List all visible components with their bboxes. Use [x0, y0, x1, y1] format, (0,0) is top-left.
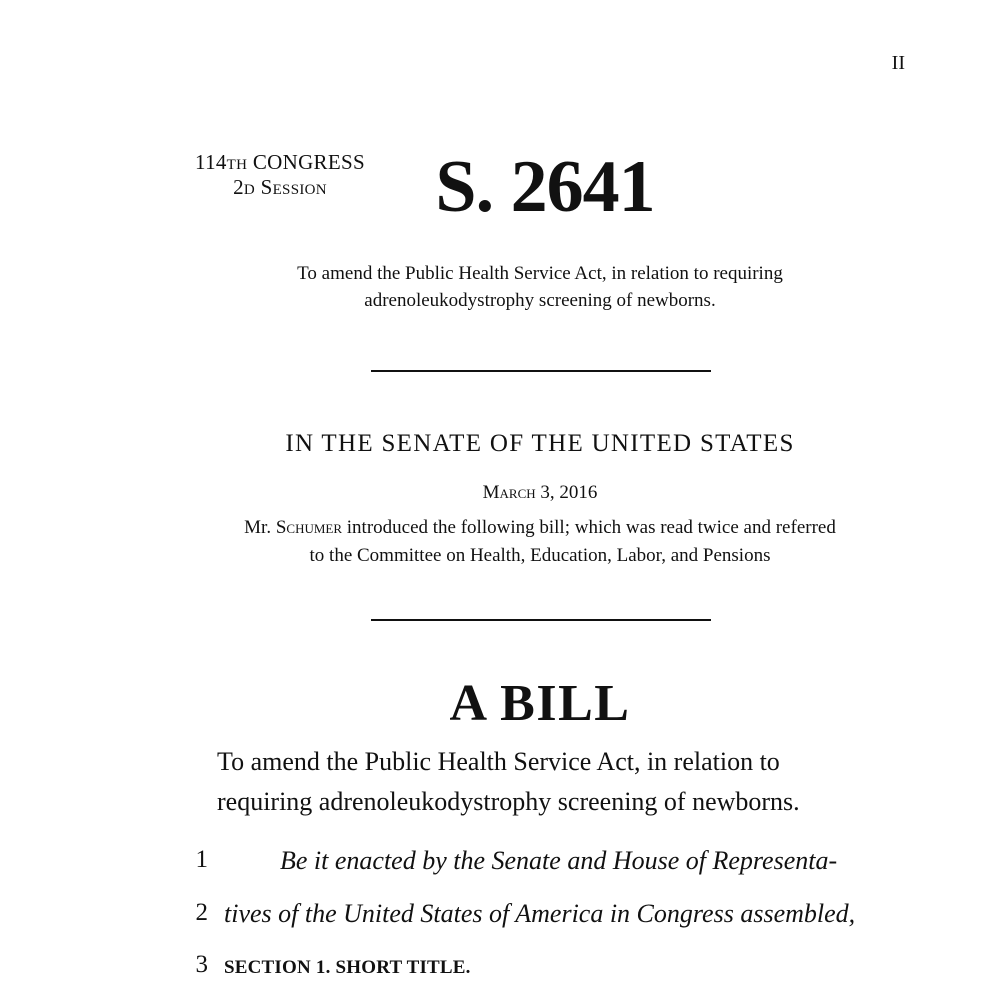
bill-number: S. 2641 [435, 146, 655, 228]
session-ordinal-suffix: d [243, 175, 256, 199]
bill-version-code: II [891, 52, 905, 74]
introduction-line-2: to the Committee on Health, Education, Labor, and Pensions [309, 545, 771, 566]
section-heading: SECTION 1. SHORT TITLE. [224, 957, 471, 978]
line-number: 3 [195, 951, 208, 978]
session-line [160, 175, 400, 200]
chamber-heading: IN THE SENATE OF THE UNITED STATES [285, 430, 795, 457]
line-number: 2 [195, 899, 208, 926]
bill-text-line [0, 846, 1000, 886]
enacting-clause-text: tives of the United States of America in Congress assembled, [224, 899, 856, 928]
official-title-line-2: requiring adrenoleukodystrophy screening of newborns. [217, 787, 800, 816]
short-description-line-2: adrenoleukodystrophy screening of newborns. [364, 290, 716, 311]
bill-heading: A BILL [449, 675, 631, 732]
congress-session-block [160, 150, 400, 200]
introduction-line-1-text: introduced the following bill; which was read twice and referred [346, 517, 836, 538]
enacting-clause-text: Be it enacted by the Senate and House of Representa- [280, 846, 838, 875]
official-title-line-1: To amend the Public Health Service Act, in relation to [217, 747, 780, 776]
bill-text-line [0, 899, 1000, 939]
congress-word: CONGRESS [252, 150, 365, 174]
session-word: Session [260, 175, 327, 199]
congress-number-suffix: th [226, 150, 248, 174]
session-ordinal: 2 [233, 175, 244, 199]
divider-rule [371, 370, 711, 372]
line-number: 1 [195, 846, 208, 873]
congress-number: 114 [195, 150, 227, 174]
introduction-line-1 [150, 514, 930, 542]
short-description [150, 260, 930, 314]
introduction-date: March 3, 2016 [482, 482, 598, 503]
short-description-line-1: To amend the Public Health Service Act, in relation to requiring [297, 263, 783, 284]
congress-line [160, 150, 400, 175]
introduction-statement [150, 514, 930, 570]
official-title [217, 742, 917, 822]
bill-text-line [0, 951, 1000, 991]
sponsor-prefix: Mr. [244, 517, 272, 538]
sponsor-name: Schumer [275, 517, 343, 538]
divider-rule [371, 619, 711, 621]
